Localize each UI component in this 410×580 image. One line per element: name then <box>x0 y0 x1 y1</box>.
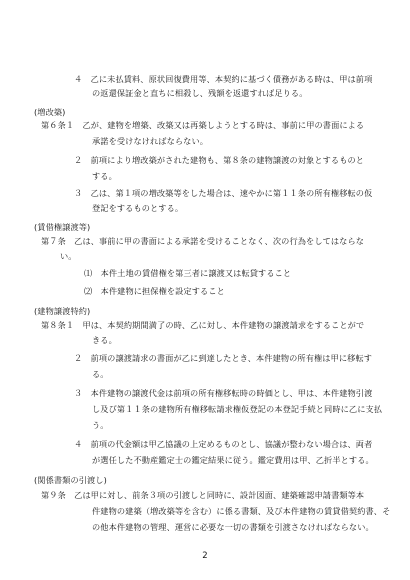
article8-para2-line2: る。 <box>92 369 109 379</box>
article7-item1: ⑴ 本件土地の賃借権を第三者に譲渡又は転貸すること <box>84 268 292 278</box>
article5-item4-line1: ４ 乙に未払賃料、原状回復費用等、本契約に基づく債務がある時は、甲は前項 <box>74 74 373 84</box>
article8-para2-line1: ２ 前項の譲渡請求の書面が乙に到達したとき、本件建物の所有権は甲に移転す <box>74 353 373 363</box>
article5-item4-line2: の返還保証金と直ちに相殺し、残額を返還すれば足りる。 <box>92 88 308 98</box>
article6-heading: (増改築) <box>34 107 66 117</box>
article7-item2: ⑵ 本件建物に担保権を設定すること <box>84 286 225 296</box>
page-number: 2 <box>202 551 208 561</box>
article6-para2-line2: する。 <box>92 171 117 181</box>
article7-heading: (賃借権譲渡等) <box>34 222 91 232</box>
article6-para3-line2: 登記をするものとする。 <box>92 203 184 213</box>
article6-para2-line1: ２ 前項により増改築がされた建物も、第８条の建物譲渡の対象とするものと <box>74 155 365 165</box>
article8-para1-line2: きる。 <box>92 335 117 345</box>
article8-para4-line2: が選任した不動産鑑定士の鑑定結果に従う。鑑定費用は甲、乙折半とする。 <box>92 455 374 465</box>
article6-para3-line1: ３ 乙は、第１項の増改築等をした場合は、速やかに第１１条の所有権移転の仮 <box>74 188 373 198</box>
article9-para1-line2: 件建物の建築（増改築等を含む）に係る書類、及び本件建物の賃貸借契約書、そ <box>92 506 391 516</box>
article7-para1-line2: い。 <box>60 251 77 261</box>
article8-para3-line1: ３ 本件建物の譲渡代金は前項の所有権移転時の時価とし、甲は、本件建物引渡 <box>74 388 373 398</box>
article6-para1-line1: 第６条１ 乙が、建物を増築、改築又は再築しようとする時は、事前に甲の書面による <box>41 120 365 130</box>
article9-para1-line3: の他本件建物の管理、運営に必要な一切の書類を引渡さなければならない。 <box>92 522 374 532</box>
article6-para1-line2: 承諾を受けなければならない。 <box>92 136 209 146</box>
article9-para1-line1: 第９条 乙は甲に対し、前条３項の引渡しと同時に、設計図面、建築確認申請書類等本 <box>41 490 365 500</box>
article7-para1-line1: 第７条 乙は、事前に甲の書面による承諾を受けることなく、次の行為をしてはならな <box>41 236 365 246</box>
article8-para3-line3: う。 <box>92 420 109 430</box>
article8-para1-line1: 第８条１ 甲は、本契約期間満了の時、乙に対し、本件建物の譲渡請求をすることがで <box>41 320 365 330</box>
article8-heading: (建物譲渡特約) <box>34 306 91 316</box>
article9-heading: (関係書類の引渡し) <box>34 475 107 485</box>
article8-para4-line1: ４ 前項の代金額は甲乙協議の上定めるものとし、協議が整わない場合は、両者 <box>74 439 373 449</box>
article8-para3-line2: し及び第１１条の建物所有権移転請求権仮登記の本登記手続と同時に乙に支払 <box>92 404 383 414</box>
